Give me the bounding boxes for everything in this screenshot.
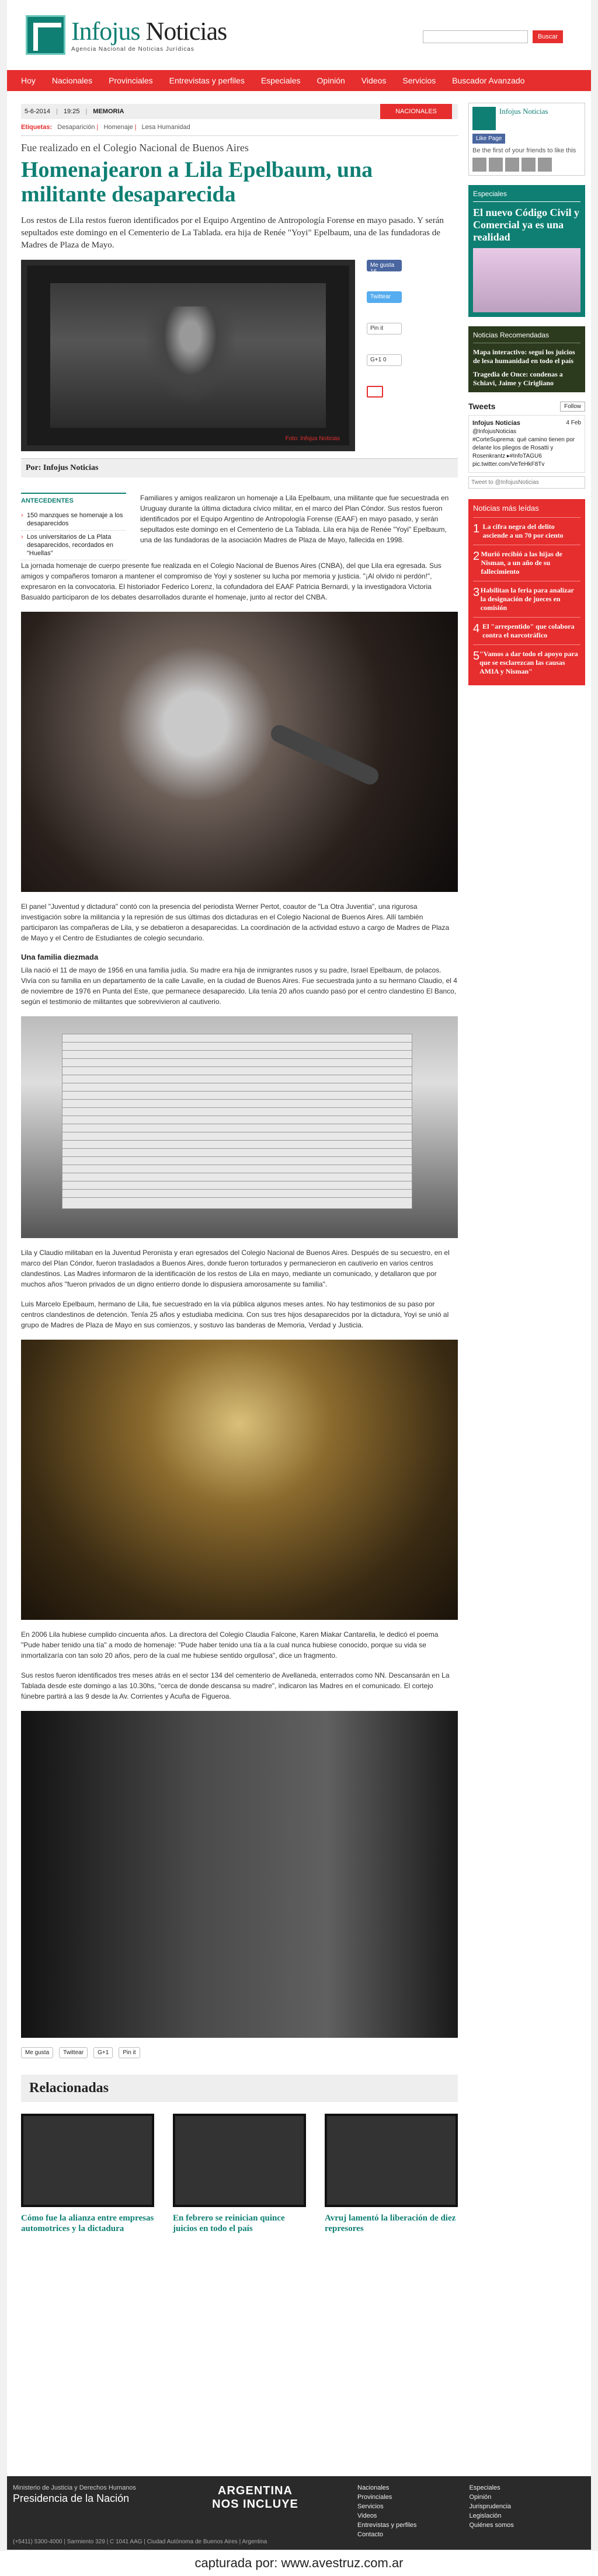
article-paragraph: Sus restos fueron identificados tres meses atrás en el sector 134 del cementerio de Avellaneda, enterrados como NN. Descansarán en La Tablada desde este domingo a las 10.30hs, "cerca de donde descansa su madre", indicaron las Madres en el comunicado. El cortejo fúnebre partirá a las 9 desde la Av. Corrientes y Acuña de Figueroa. <box>21 1671 450 1700</box>
search-input[interactable] <box>423 30 528 43</box>
footer-ministry-big: Presidencia de la Nación <box>13 2493 130 2504</box>
fb-like-label: Me gusta <box>370 262 395 269</box>
tweet-handle[interactable]: @InfojusNoticias <box>472 428 517 435</box>
footer-address: (+5411) 5300-4000 | Sarmiento 329 | C 1041 AAG | Ciudad Autónoma de Buenos Aires | Argentina <box>13 2539 267 2545</box>
article-date: 5-6-2014 <box>25 108 51 115</box>
logo-mark-icon <box>26 15 65 55</box>
rank-number: 1 <box>473 522 480 535</box>
logo-title-b: Noticias <box>140 16 227 46</box>
pinterest-button-bottom[interactable]: Pin it <box>119 2047 140 2058</box>
photo-frame <box>50 283 326 428</box>
footer-link[interactable]: Quiénes somos <box>469 2522 514 2529</box>
rank-number: 4 <box>473 622 480 635</box>
footer <box>7 2476 591 2550</box>
tag-link[interactable]: Lesa Humanidad <box>141 124 190 131</box>
search-button[interactable]: Buscar <box>533 30 563 43</box>
mas-leidas-box <box>468 499 585 685</box>
article-paragraph: Lila nació el 11 de mayo de 1956 en una familia judía. Su madre era hija de inmigrantes rusos y su padre, Israel Epelbaum, de polacos. Vivía con su familia en un departamento de la calle Lavalle, en la ciudad de Buenos Aires. Fue secuestrada junto a su hermano Claudio, el 4 de noviembre de 1976 en Punta del Este, que permanece desaparecido. Lila tenía 20 años cuando pasó por el centro clandestino El Banco, según el testimonio de militantes que sobrevivieron al cautiverio. <box>21 966 457 1006</box>
mas-leidas-title: Noticias más leídas <box>473 504 539 513</box>
footer-link[interactable]: Nacionales <box>357 2484 390 2491</box>
tweet-date: 4 Feb <box>566 420 581 426</box>
mail-icon[interactable] <box>367 386 383 398</box>
footer-link[interactable]: Videos <box>357 2512 377 2519</box>
nav-buscador[interactable]: Buscador Avanzado <box>452 76 525 85</box>
article-meta: 5-6-2014 | 19:25 | MEMORIA NACIONALES <box>21 104 458 119</box>
article-section[interactable]: MEMORIA <box>93 108 124 115</box>
especiales-image[interactable] <box>473 248 580 312</box>
mas-leidas-item[interactable] <box>473 644 580 681</box>
gplus-button[interactable] <box>367 354 402 366</box>
tweet-author[interactable]: Infojus Noticias <box>472 420 520 427</box>
pinterest-button[interactable]: Pin it <box>367 323 402 334</box>
antecedentes-title: ANTECEDENTES <box>21 497 74 504</box>
tags-row: Etiquetas: Desaparición | Homenaje | Lesa Humanidad <box>21 124 458 136</box>
tweets-title: Tweets <box>468 402 496 411</box>
main-nav <box>7 70 591 91</box>
fb-page-avatar[interactable] <box>472 107 496 130</box>
footer-link[interactable]: Provinciales <box>357 2494 392 2501</box>
antecedente-link[interactable]: › 150 manzques se homenaje a los desaparecidos <box>21 509 126 531</box>
rank-number: 5 <box>473 650 480 663</box>
logo-title-a: Infojus <box>71 16 140 46</box>
mas-leidas-item[interactable] <box>473 545 580 581</box>
mas-leidas-item[interactable] <box>473 517 580 545</box>
article-photo[interactable] <box>21 260 355 451</box>
recomendadas-box <box>468 326 585 392</box>
sidebar <box>468 91 585 685</box>
tweets-widget <box>468 402 585 489</box>
footer-argentina <box>200 2484 311 2511</box>
article-image-register <box>21 1016 458 1238</box>
fb-page-name[interactable]: Infojus Noticias <box>499 107 548 116</box>
article-title: Homenajearon a Lila Epelbaum, una militante desaparecida <box>21 158 373 207</box>
article-paragraph: Familiares y amigos realizaron un homenaje a Lila Epelbaum, una militante que fue secuestrada en Uruguay durante la última dictadura cívico militar, en el marco del Plan Cóndor. Sus restos fueron identificados por el Equipo Argentino de Antropología Forense (EAAF) en mayo pasado, y serán sepultados este domingo en el Cementerio de La Tablada. Lila era hija de Renée "Yoyi" Epelbaum, una de las fundadoras de la asociación Madres de Plaza de Mayo, fallecida en 1998. <box>140 494 449 544</box>
tags-label: Etiquetas: <box>21 124 53 131</box>
tag-link[interactable]: Homenaje <box>103 124 133 131</box>
footer-argentina-a: ARGENTINA <box>218 2484 293 2497</box>
microphone-icon <box>268 722 381 787</box>
mas-leidas-item[interactable] <box>473 581 580 617</box>
nav-videos[interactable]: Videos <box>361 76 387 85</box>
fb-like-button-bottom[interactable]: Me gusta <box>21 2047 53 2058</box>
mas-leidas-link[interactable]: "Vamos a dar todo el apoyo para que se esclarezcan las causas AMIA y Nisman" <box>479 650 578 675</box>
byline: Por: Infojus Noticias <box>21 458 458 477</box>
nav-opinion[interactable]: Opinión <box>317 76 345 85</box>
rank-number: 3 <box>473 586 480 599</box>
article-subhead: Una familia diezmada <box>21 953 99 961</box>
content-wrap <box>7 91 591 2496</box>
article-image-hall <box>21 1340 458 1620</box>
header <box>7 0 591 70</box>
recomendada-link[interactable]: Tragedia de Once: condenas a Schiavi, Jaime y Cirigliano <box>473 370 563 387</box>
article-image-speaker <box>21 612 458 892</box>
fb-like-count: 16 <box>370 269 377 275</box>
especiales-headline[interactable]: El nuevo Código Civil y Comercial ya es una realidad <box>473 207 580 243</box>
mas-leidas-item[interactable] <box>473 617 580 644</box>
antecedentes-box <box>21 493 126 560</box>
share-column <box>367 260 402 451</box>
related-title: Relacionadas <box>21 2075 458 2102</box>
mas-leidas-link[interactable]: Habilitan la feria para analizar la designación de jueces en comisión <box>480 586 574 612</box>
nav-entrevistas[interactable]: Entrevistas y perfiles <box>169 76 245 85</box>
article-lead: Los restos de Lila restos fueron identificados por el Equipo Argentino de Antropología Forense en mayo pasado. Y serán sepultados este domingo en el Cementerio de La Tablada. era hija de Renée "Yoyi" Epelbaum, una de las fundadoras de Madres de Plaza de Mayo. <box>21 216 444 250</box>
especiales-title: Especiales <box>473 190 580 202</box>
logo-subtitle: Agencia Nacional de Noticias Jurídicas <box>71 46 194 53</box>
related-caption[interactable]: Cómo fue la alianza entre empresas automotrices y la dictadura <box>21 2214 154 2233</box>
article-main <box>21 91 458 2234</box>
mas-leidas-link[interactable]: Murió recibió a las hijas de Nisman, a un año de su fallecimiento <box>481 550 562 576</box>
fb-text: Be the first of your friends to like this <box>472 147 576 154</box>
article-kicker: Fue realizado en el Colegio Nacional de Buenos Aires <box>21 142 249 154</box>
nav-hoy[interactable]: Hoy <box>21 76 36 85</box>
related-list <box>21 2114 458 2234</box>
footer-link[interactable]: Opinión <box>469 2494 492 2501</box>
tag-link[interactable]: Desaparición <box>57 124 95 131</box>
tweet-button[interactable]: Twittear <box>367 291 402 303</box>
gplus-count: 0 <box>383 357 387 363</box>
tweet-text: #CorteSuprema: qué camino tienen por delante los pliegos de Rosatti y Rosenkrantz ▸#InfoTAGU6 pic.twitter.com/VeTeHkF8Tv <box>472 437 575 468</box>
footer-links <box>357 2483 566 2539</box>
footer-link[interactable]: Especiales <box>469 2484 500 2491</box>
photo-credit: Foto: Infojus Noticias <box>285 435 340 442</box>
related-caption[interactable]: En febrero se reinician quince juicios en todo el país <box>173 2214 285 2233</box>
section-button[interactable]: NACIONALES <box>380 104 452 119</box>
article-paragraph: La jornada homenaje de cuerpo presente fue realizada en el Colegio Nacional de Buenos Aires (CNBA), del que Lila era egresada. Sus amigos y compañeros tomaron a mantener el compromiso de Yoyi y sostener su lucha por memoria y justicia. "¡Al olvido ni perdón!", expresaron en la convocatoria. El historiador Federico Lorenz, la cofundadora del EAAF Patricia Bernardi, y la investigadora Victoria Basualdo participaron de los debates desarrollados durante el homenaje, junto al rector del CNBA. <box>21 562 441 601</box>
recomendadas-title: Noticias Recomendadas <box>473 331 580 343</box>
related-item[interactable] <box>173 2114 306 2234</box>
fb-like-page-button[interactable]: Like Page <box>472 134 505 144</box>
gplus-button-bottom[interactable]: G+1 <box>93 2047 113 2058</box>
search-form <box>423 30 563 43</box>
article-image-madres <box>21 1711 458 2038</box>
fb-widget <box>468 103 585 176</box>
gplus-label: G+1 <box>370 357 382 363</box>
related-item[interactable] <box>21 2114 154 2234</box>
footer-argentina-b: NOS INCLUYE <box>212 2498 298 2511</box>
rank-number: 2 <box>473 550 480 563</box>
fb-like-button[interactable] <box>367 260 402 275</box>
register-sheet <box>62 1034 412 1209</box>
capture-credit: capturada por: www.avestruz.com.ar <box>0 2551 598 2576</box>
footer-link[interactable]: Contacto <box>357 2531 384 2538</box>
footer-link[interactable]: Jurisprudencia <box>469 2503 512 2510</box>
nav-servicios[interactable]: Servicios <box>402 76 436 85</box>
nav-nacionales[interactable]: Nacionales <box>51 76 93 85</box>
footer-link[interactable]: Entrevistas y perfiles <box>357 2522 417 2529</box>
footer-link[interactable]: Legislación <box>469 2512 502 2519</box>
logo[interactable] <box>26 15 227 55</box>
article-paragraph: Luis Marcelo Epelbaum, hermano de Lila, fue secuestrado en la vía pública algunos meses antes. No hay testimonios de su paso por centros clandestinos de detención. Tenía 25 años y estudiaba medicina. Con sus tres hijos desaparecidos por la dictadura, Yoyi se unió al grupo de Madres de Plaza de Mayo en sus comienzos, y sostuvo las banderas de Memoria, Verdad y Justicia. <box>21 1300 449 1329</box>
especiales-box <box>468 185 585 317</box>
bottom-share <box>21 2047 458 2058</box>
footer-link[interactable]: Servicios <box>357 2503 384 2510</box>
related-thumb <box>173 2114 306 2207</box>
nav-especiales[interactable]: Especiales <box>260 76 301 85</box>
mas-leidas-link[interactable]: El "arrepentido" que colabora contra el narcotráfico <box>482 622 575 639</box>
related-thumb <box>325 2114 458 2207</box>
article-time: 19:25 <box>63 108 80 115</box>
antecedente-link[interactable]: › Los universitarios de La Plata desaparecidos, recordados en "Huellas" <box>21 531 126 560</box>
tweet-input[interactable]: Tweet to @InfojusNoticias <box>468 476 585 489</box>
related-caption[interactable]: Avruj lamentó la liberación de diez represores <box>325 2214 456 2233</box>
article-paragraph: En 2006 Lila hubiese cumplido cincuenta años. La directora del Colegio Claudia Falcone, Karen Miakar Cantarella, le dedicó el poema "Pude haber tenido una tía" a modo de homenaje: "Pude haber tenido una tía a la cual nunca hubiese conocido, porque su vida se inmortalizaría con tan solo 20 años, pero de la cual me hubiese sentido orgullosa", dice un fragmento. <box>21 1630 439 1660</box>
related-item[interactable] <box>325 2114 458 2234</box>
footer-ministry[interactable] <box>13 2484 136 2505</box>
recomendada-link[interactable]: Mapa interactivo: seguí los juicios de lesa humanidad en todo el país <box>473 348 575 365</box>
tweet-item[interactable] <box>468 415 585 473</box>
footer-ministry-small: Ministerio de Justicia y Derechos Humanos <box>13 2484 136 2491</box>
mas-leidas-link[interactable]: La cifra negra del delito asciende a un 70 por ciento <box>482 522 564 539</box>
tweet-button-bottom[interactable]: Twittear <box>59 2047 88 2058</box>
nav-provinciales[interactable]: Provinciales <box>109 76 153 85</box>
article-paragraph: Lila y Claudio militaban en la Juventud Peronista y eran egresados del Colegio Nacional de Buenos Aires. Después de su secuestro, en el marco del Plan Cóndor, fueron trasladados a Buenos Aires, donde fueron torturados y permanecieron en cautiverio en varios centros clandestinos. Las Madres informaron de la identificación de los restos de Lila en mayo, mediante un comunicado, y detallaron que por muchos años "fueron privados de un digno entierro donde lo dispusiera amorosamente su familia". <box>21 1249 450 1288</box>
fb-faces <box>472 158 581 172</box>
related-thumb <box>21 2114 154 2207</box>
twitter-follow-button[interactable]: Follow <box>560 402 585 412</box>
article-paragraph: El panel "Juventud y dictadura" contó con la presencia del periodista Werner Pertot, coautor de "La Otra Juventia", una rigurosa investigación sobre la militancia y la represión de sus últimas dos dictaduras en el Colegio Nacional de Buenos Aires. Allí también participaron las compañeras de Lila, y se debatieron a desaparecidas. La coordinación de la actividad estuvo a cargo de Madres de Plaza de Mayo y el Centro de Estudiantes de colegio secundario. <box>21 902 450 942</box>
